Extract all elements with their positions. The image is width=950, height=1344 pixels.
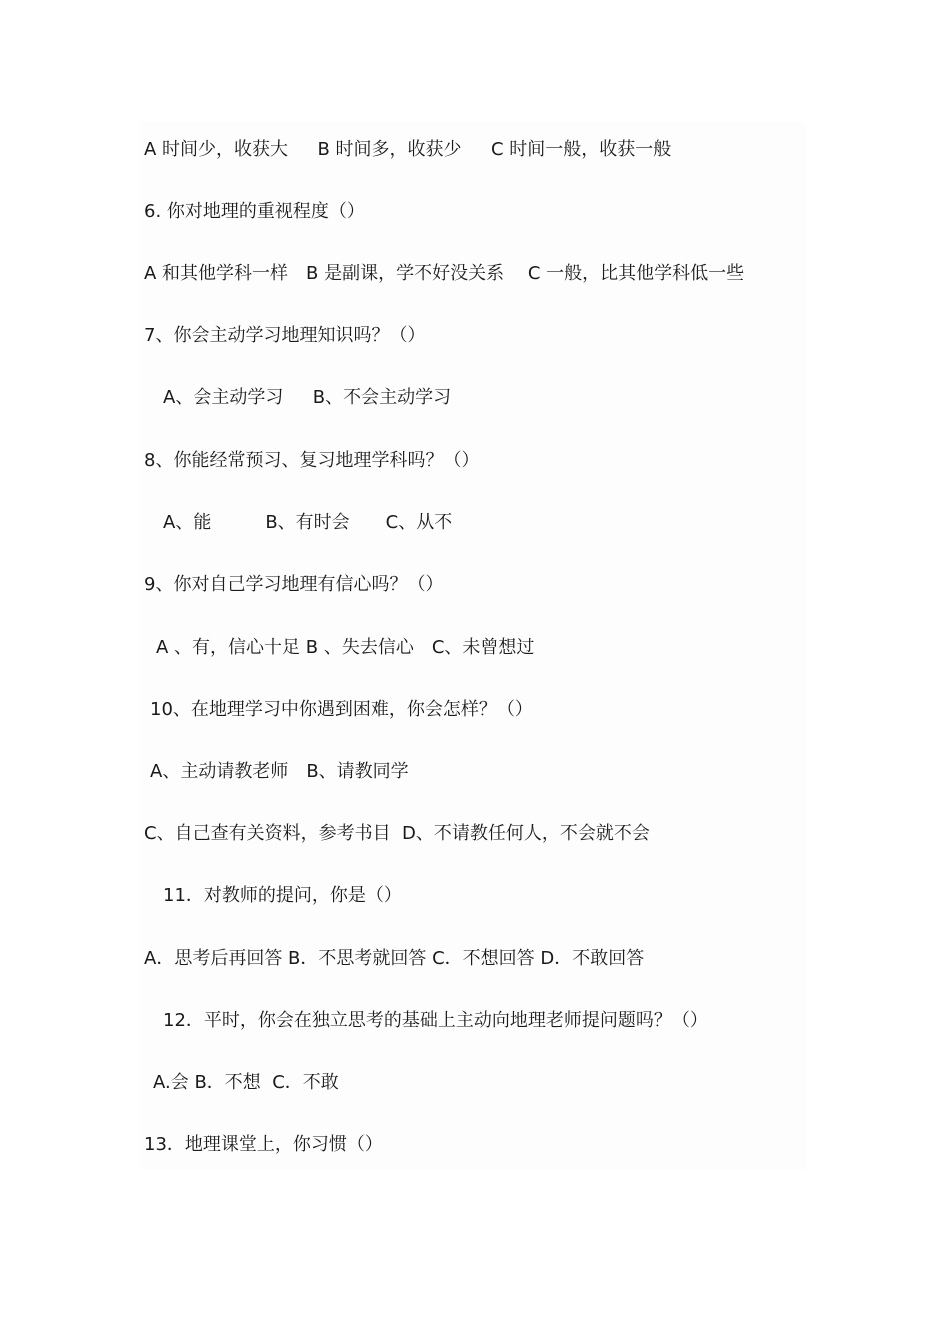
- question-6: 6. 你对地理的重视程度（）: [144, 201, 365, 222]
- options-q11: A．思考后再回答 B．不思考就回答 C．不想回答 D．不敢回答: [144, 948, 645, 969]
- options-q8: A、能 B、有时会 C、从不: [163, 512, 453, 533]
- question-7: 7、你会主动学习地理知识吗？（）: [144, 325, 426, 346]
- options-q6: A 和其他学科一样 B 是副课，学不好没关系 C 一般，比其他学科低一些: [144, 263, 745, 284]
- options-q10-ab: A、主动请教老师 B、请教同学: [150, 761, 409, 782]
- options-q10-cd: C、自己查有关资料，参考书目 D、不请教任何人，不会就不会: [144, 823, 650, 844]
- question-8: 8、你能经常预习、复习地理学科吗？（）: [144, 450, 480, 471]
- options-q7: A、会主动学习 B、不会主动学习: [163, 387, 452, 408]
- question-9: 9、你对自己学习地理有信心吗？（）: [144, 574, 444, 595]
- question-13: 13．地理课堂上，你习惯（）: [144, 1134, 383, 1155]
- question-11: 11．对教师的提问，你是（）: [163, 885, 402, 906]
- options-q9: A 、有，信心十足 B 、失去信心 C、未曾想过: [156, 637, 535, 658]
- question-10: 10、在地理学习中你遇到困难，你会怎样？（）: [150, 699, 533, 720]
- options-q12: A.会 B．不想 C．不敢: [153, 1072, 339, 1093]
- question-12: 12．平时，你会在独立思考的基础上主动向地理老师提问题吗？（）: [163, 1010, 708, 1031]
- options-q5: A 时间少，收获大 B 时间多，收获少 C 时间一般，收获一般: [144, 139, 672, 160]
